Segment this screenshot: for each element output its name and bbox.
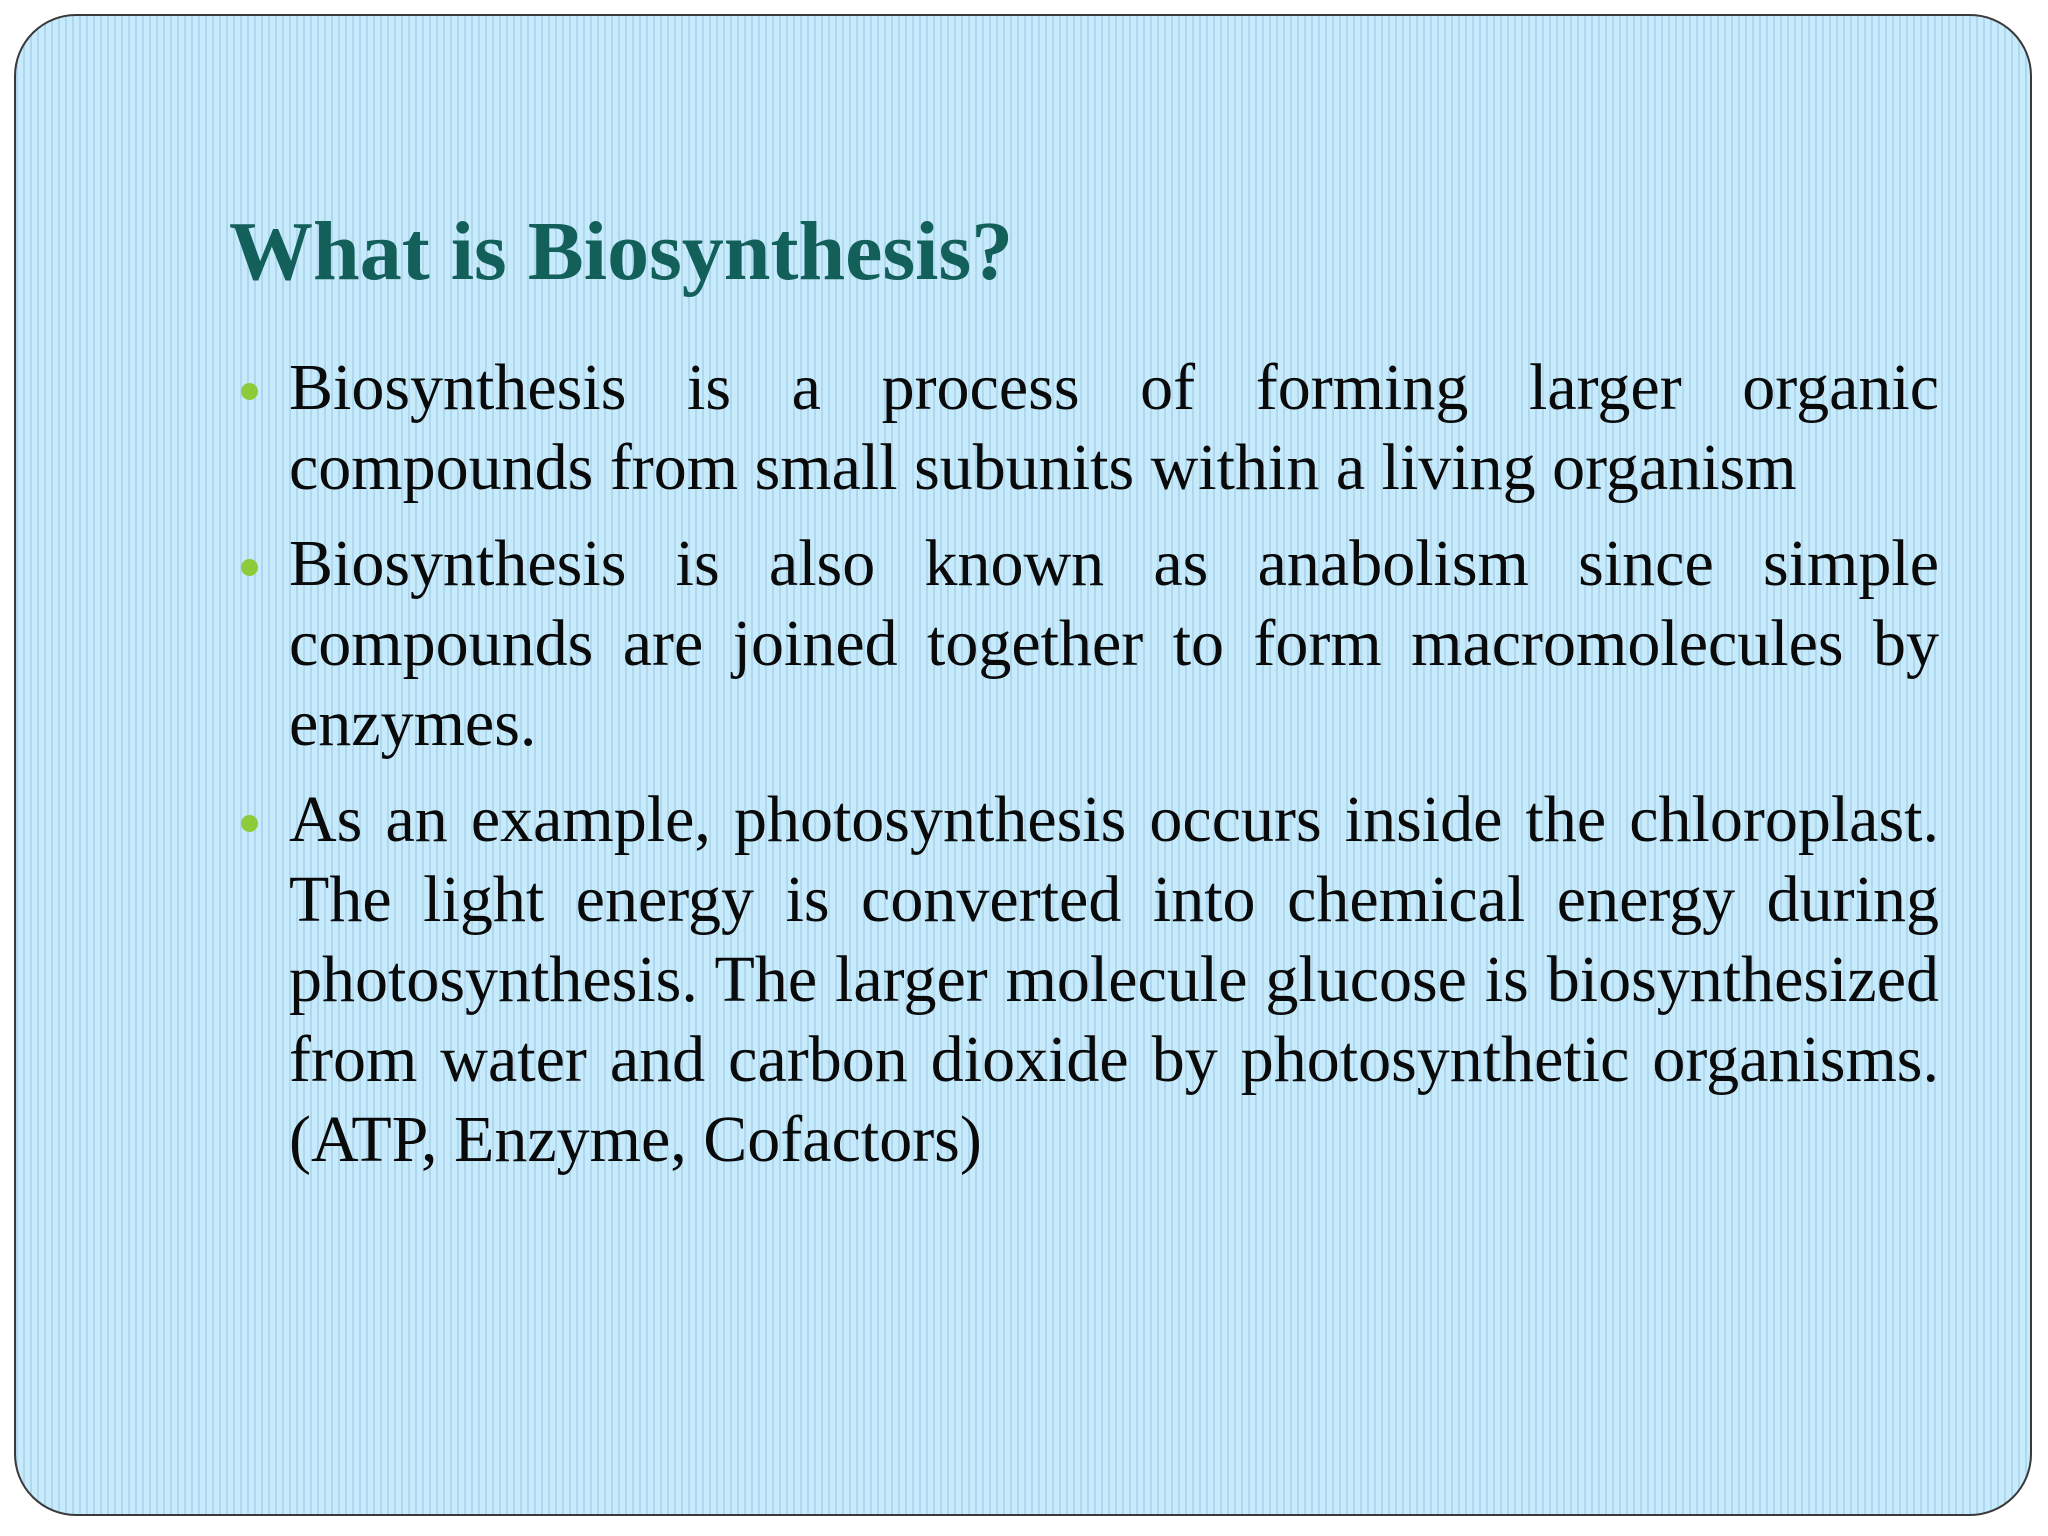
bullet-item — [229, 780, 1939, 1180]
bullet-text: Biosynthesis is also known as anabolism since simple compounds are joined together to form macromolecules by enzymes. — [289, 527, 1939, 760]
bullet-item — [229, 524, 1939, 764]
bullet-dot-icon — [241, 815, 258, 832]
bullet-dot-icon — [241, 559, 258, 576]
bullet-list — [229, 348, 1939, 1196]
slide — [14, 14, 2032, 1516]
slide-title: What is Biosynthesis? — [229, 205, 1014, 298]
bullet-dot-icon — [241, 383, 258, 400]
bullet-text: Biosynthesis is a process of forming larger organic compounds from small subunits within a living organism — [289, 351, 1939, 504]
bullet-text: As an example, photosynthesis occurs inside the chloroplast. The light energy is converted into chemical energy during photosynthesis. The larger molecule glucose is biosynthesized from water and carbon dioxide by photosynthetic organisms.(ATP, Enzyme, Cofactors) — [289, 783, 1939, 1176]
bullet-item — [229, 348, 1939, 508]
